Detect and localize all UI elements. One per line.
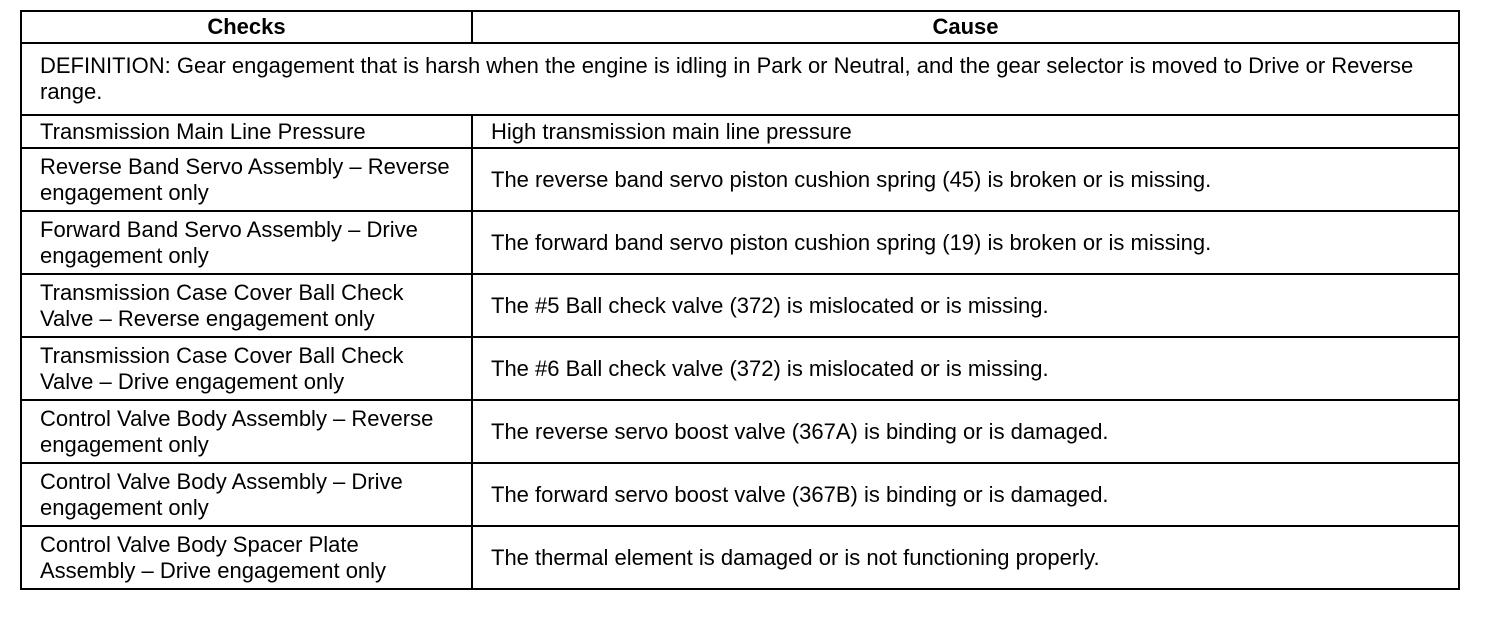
header-row [21, 11, 1459, 43]
cause-cell: High transmission main line pressure [472, 115, 1459, 148]
check-cell: Forward Band Servo Assembly – Drive engagement only [21, 211, 472, 274]
check-cell: Reverse Band Servo Assembly – Reverse engagement only [21, 148, 472, 211]
check-cell: Transmission Main Line Pressure [21, 115, 472, 148]
cause-cell: The thermal element is damaged or is not functioning properly. [472, 526, 1459, 589]
table-row [21, 526, 1459, 589]
table-row [21, 400, 1459, 463]
diagnostic-table-container [20, 10, 1458, 590]
check-cell: Control Valve Body Spacer Plate Assembly – Drive engagement only [21, 526, 472, 589]
table-row [21, 211, 1459, 274]
check-cell: Control Valve Body Assembly – Reverse engagement only [21, 400, 472, 463]
check-cell: Transmission Case Cover Ball Check Valve – Reverse engagement only [21, 274, 472, 337]
cause-cell: The forward band servo piston cushion spring (19) is broken or is missing. [472, 211, 1459, 274]
cause-cell: The reverse band servo piston cushion spring (45) is broken or is missing. [472, 148, 1459, 211]
header-checks: Checks [21, 11, 472, 43]
cause-cell: The #5 Ball check valve (372) is mislocated or is missing. [472, 274, 1459, 337]
definition-row [21, 43, 1459, 115]
cause-cell: The #6 Ball check valve (372) is mislocated or is missing. [472, 337, 1459, 400]
table-row [21, 337, 1459, 400]
table-row [21, 463, 1459, 526]
check-cell: Control Valve Body Assembly – Drive engagement only [21, 463, 472, 526]
definition-text: DEFINITION: Gear engagement that is harsh when the engine is idling in Park or Neutral, and the gear selector is moved to Drive or Reverse range. [21, 43, 1459, 115]
table-row [21, 274, 1459, 337]
table-row [21, 115, 1459, 148]
cause-cell: The forward servo boost valve (367B) is binding or is damaged. [472, 463, 1459, 526]
table-row [21, 148, 1459, 211]
cause-cell: The reverse servo boost valve (367A) is binding or is damaged. [472, 400, 1459, 463]
check-cell: Transmission Case Cover Ball Check Valve – Drive engagement only [21, 337, 472, 400]
diagnostic-table [20, 10, 1460, 590]
header-cause: Cause [472, 11, 1459, 43]
